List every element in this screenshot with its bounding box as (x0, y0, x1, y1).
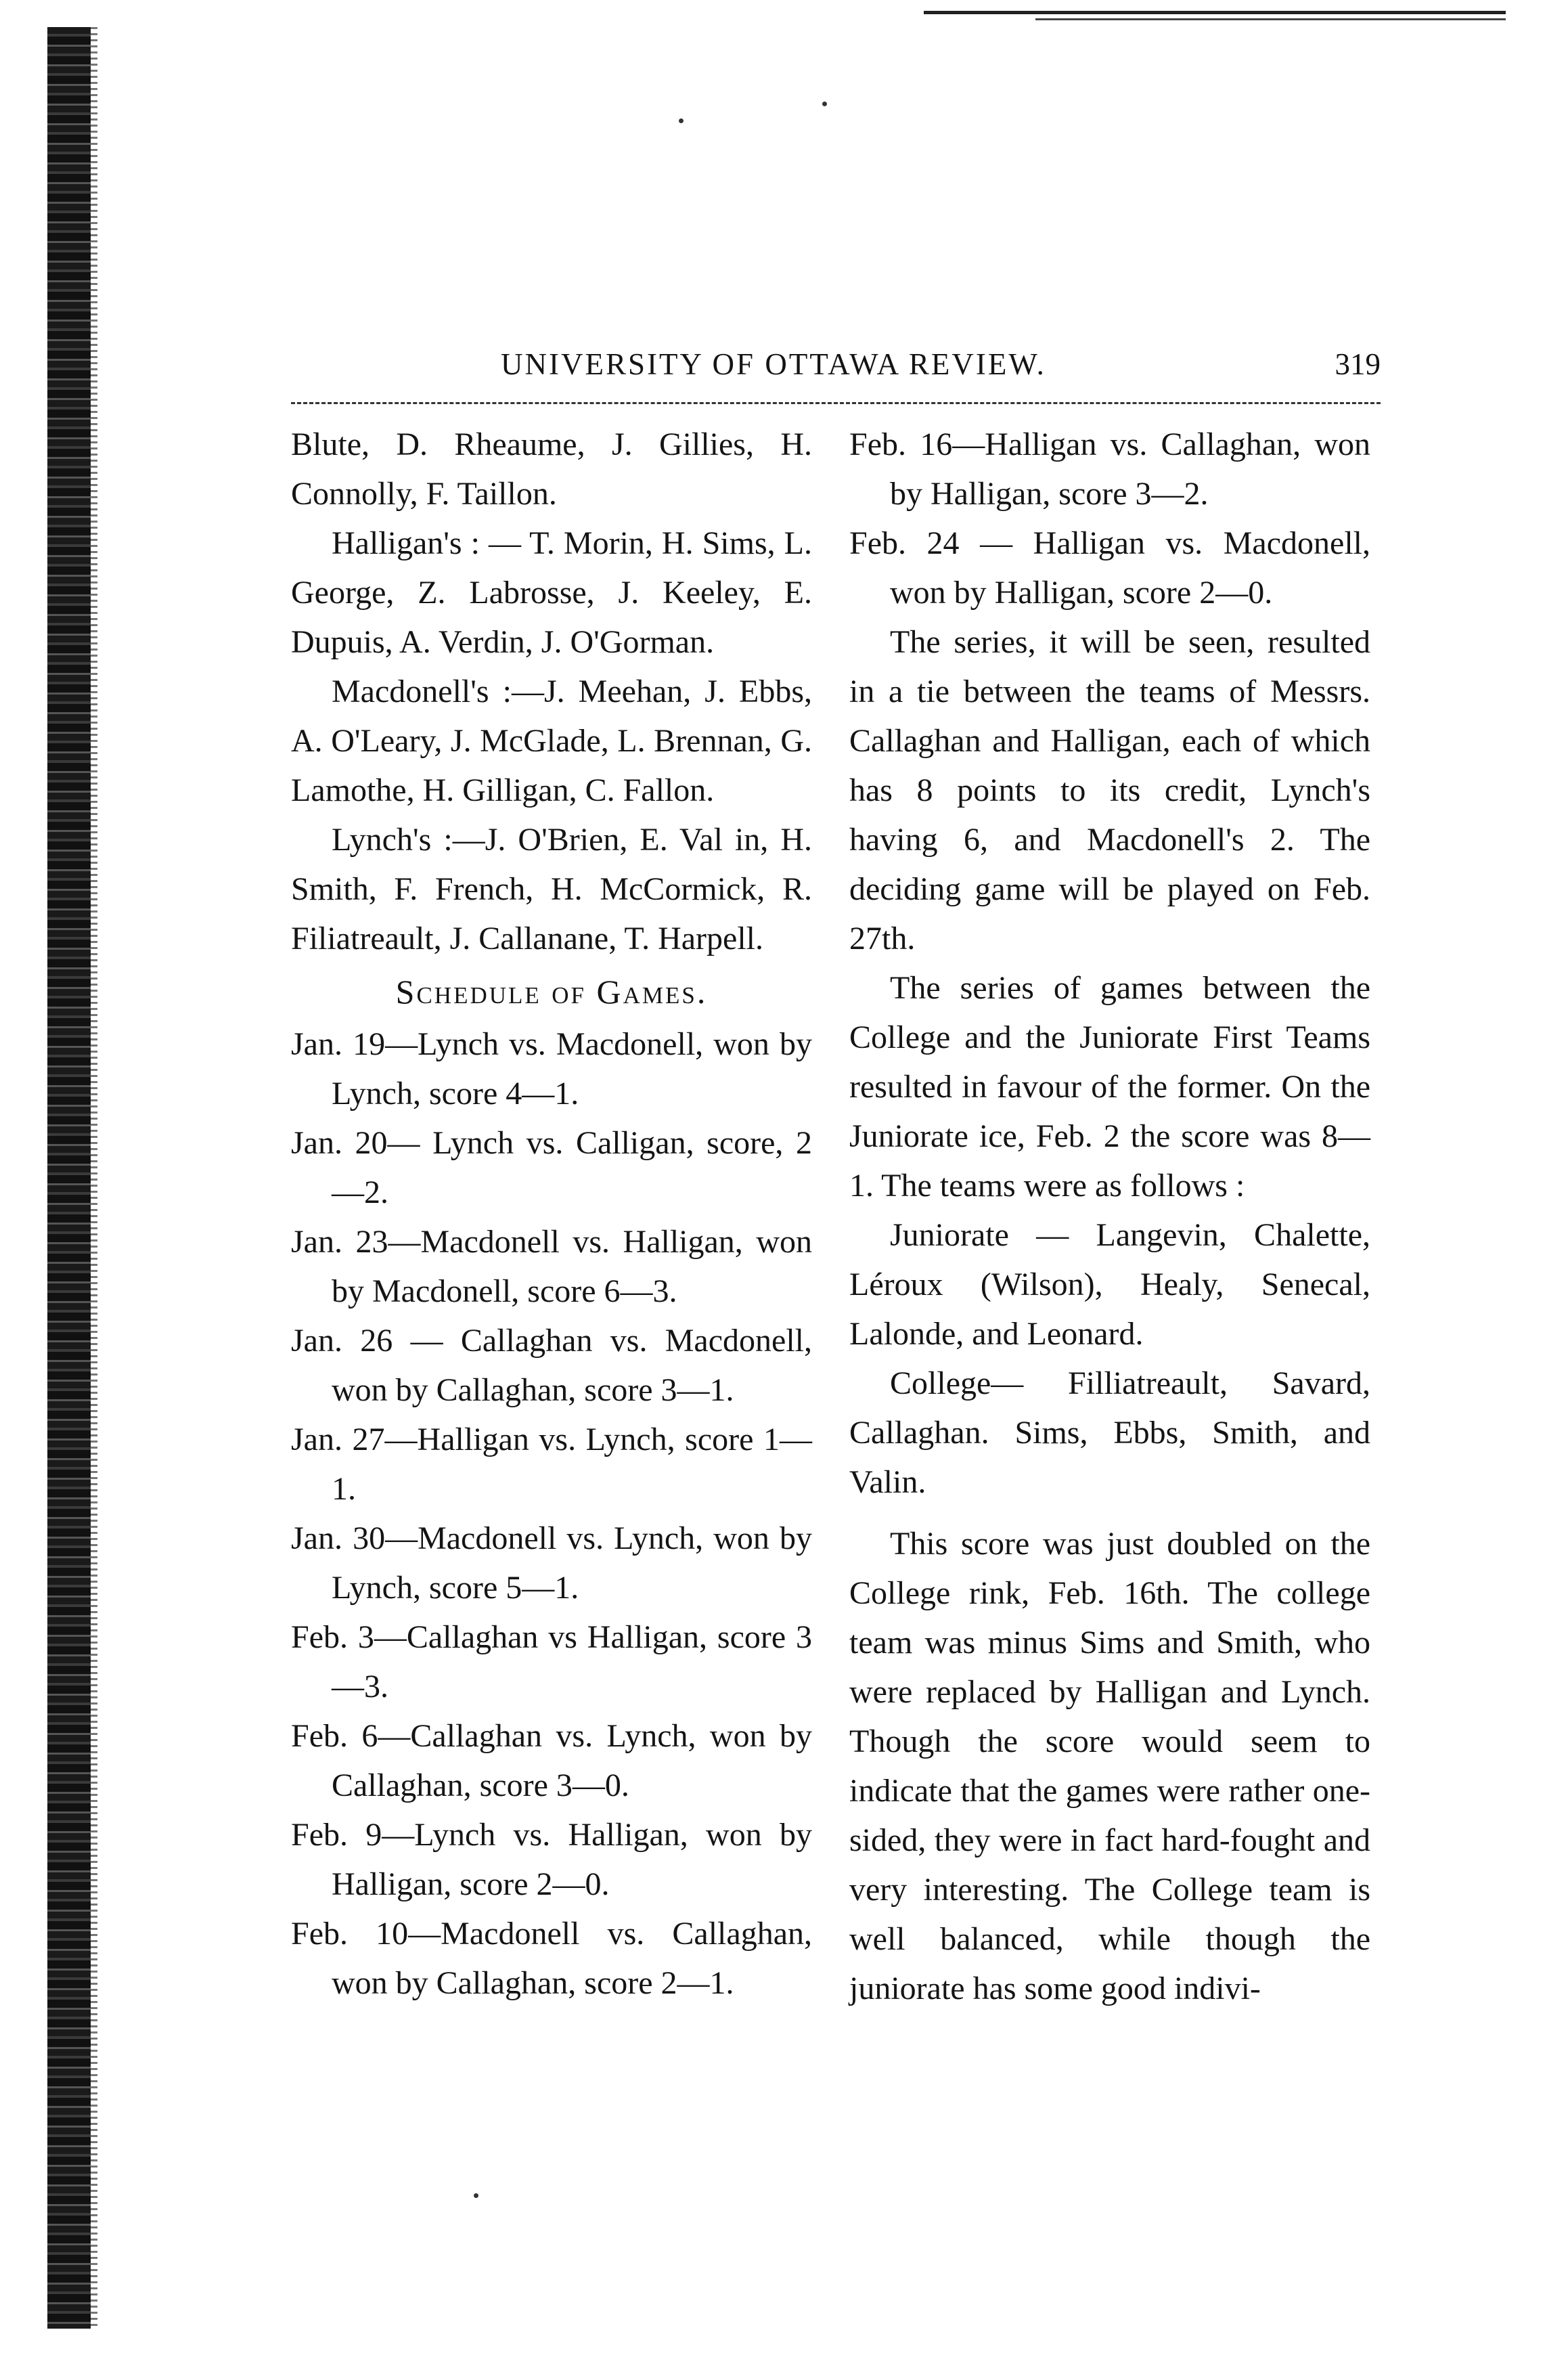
schedule-entry: Feb. 16—Halligan vs. Callaghan, won by Halligan, score 3—2. (849, 426, 1370, 512)
scan-artifact-line (924, 11, 1506, 14)
book-spine-edge (91, 27, 97, 2329)
schedule-entry: Feb. 24 — Halligan vs. Macdonell, won by Halligan, score 2—0. (849, 525, 1370, 611)
schedule-entry: Jan. 30—Macdonell vs. Lynch, won by Lynch, score 5—1. (291, 1520, 812, 1606)
left-column (291, 420, 812, 2193)
team-roster-macdonell: Macdonell's :—J. Meehan, J. Ebbs, A. O'Leary, J. McGlade, L. Brennan, G. Lamothe, H. Gilligan, C. Fallon. (291, 674, 812, 808)
paragraph: This score was just doubled on the College rink, Feb. 16th. The college team was minus Sims and Smith, who were replaced by Halligan and Lynch. Though the score would seem to indicate that the games were rather one-sided, they were in fact hard-fought and very interesting. The College team is well balanced, while though the juniorate has some good indivi- (849, 1526, 1370, 2006)
schedule-entry: Jan. 26 — Callaghan vs. Macdonell, won by Callaghan, score 3—1. (291, 1323, 812, 1408)
schedule-entry: Feb. 9—Lynch vs. Halligan, won by Halligan, score 2—0. (291, 1817, 812, 1902)
schedule-entry: Jan. 20— Lynch vs. Calligan, score, 2—2. (291, 1125, 812, 1210)
scan-speck (474, 2193, 478, 2198)
running-header (291, 347, 1381, 387)
right-column (849, 420, 1370, 2193)
journal-title: UNIVERSITY OF OTTAWA REVIEW. (501, 347, 1046, 381)
schedule-entry: Jan. 23—Macdonell vs. Halligan, won by Macdonell, score 6—3. (291, 1224, 812, 1309)
schedule-entry: Feb. 10—Macdonell vs. Callaghan, won by Callaghan, score 2—1. (291, 1916, 812, 2001)
scan-speck (822, 102, 827, 106)
schedule-heading: Schedule of Games. (395, 973, 708, 1011)
schedule-entry: Jan. 19—Lynch vs. Macdonell, won by Lynch, score 4—1. (291, 1026, 812, 1112)
scan-speck (679, 118, 684, 123)
paragraph: Blute, D. Rheaume, J. Gillies, H. Connolly, F. Taillon. (291, 426, 812, 512)
schedule-entry: Jan. 27—Halligan vs. Lynch, score 1—1. (291, 1422, 812, 1507)
book-spine-shadow (47, 27, 91, 2329)
paragraph: The series of games between the College and the Juniorate First Teams resulted in favour of the former. On the Juniorate ice, Feb. 2 the score was 8—1. The teams were as follows : (849, 970, 1370, 1204)
schedule-entry: Feb. 3—Callaghan vs Halligan, score 3—3. (291, 1619, 812, 1705)
page-number: 319 (1335, 347, 1381, 381)
team-roster-lynch: Lynch's :—J. O'Brien, E. Val in, H. Smith, F. French, H. McCormick, R. Filiatreault, J. Callanane, T. Harpell. (291, 822, 812, 956)
header-rule (291, 402, 1381, 404)
team-roster-halligan: Halligan's : — T. Morin, H. Sims, L. George, Z. Labrosse, J. Keeley, E. Dupuis, A. Verdin, J. O'Gorman. (291, 525, 812, 660)
scan-artifact-line (1035, 18, 1506, 20)
schedule-entry: Feb. 6—Callaghan vs. Lynch, won by Callaghan, score 3—0. (291, 1718, 812, 1803)
paragraph: The series, it will be seen, resulted in a tie between the teams of Messrs. Callaghan and Halligan, each of which has 8 points to its credit, Lynch's having 6, and Macdonell's 2. The deciding game will be played on Feb. 27th. (849, 624, 1370, 956)
team-roster-college: College— Filliatreault, Savard, Callaghan. Sims, Ebbs, Smith, and Valin. (849, 1365, 1370, 1500)
team-roster-juniorate: Juniorate — Langevin, Chalette, Léroux (Wilson), Healy, Senecal, Lalonde, and Leonard. (849, 1217, 1370, 1352)
